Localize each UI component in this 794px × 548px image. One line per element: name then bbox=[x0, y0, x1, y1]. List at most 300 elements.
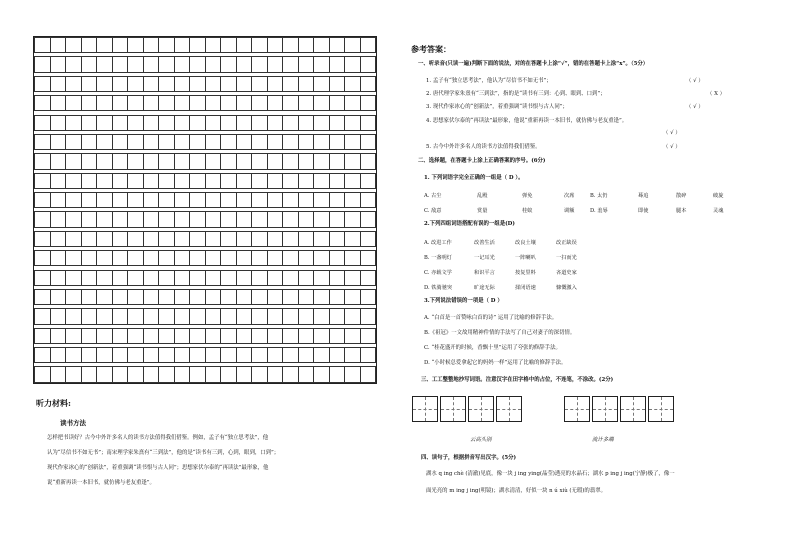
grid-cell[interactable] bbox=[252, 367, 268, 383]
grid-cell[interactable] bbox=[174, 38, 190, 53]
grid-cell[interactable] bbox=[205, 328, 221, 343]
grid-cell[interactable] bbox=[345, 270, 361, 285]
tianzige-box[interactable] bbox=[592, 396, 618, 422]
grid-cell[interactable] bbox=[97, 193, 113, 208]
grid-cell[interactable] bbox=[298, 173, 314, 188]
grid-cell[interactable] bbox=[267, 289, 283, 304]
grid-cell[interactable] bbox=[252, 212, 268, 227]
grid-cell[interactable] bbox=[283, 231, 299, 246]
grid-cell[interactable] bbox=[159, 309, 175, 324]
grid-cell[interactable] bbox=[205, 348, 221, 363]
grid-cell[interactable] bbox=[159, 154, 175, 169]
grid-cell[interactable] bbox=[360, 309, 376, 324]
grid-cell[interactable] bbox=[81, 38, 97, 53]
grid-cell[interactable] bbox=[66, 173, 82, 188]
grid-cell[interactable] bbox=[236, 289, 252, 304]
grid-cell[interactable] bbox=[329, 251, 345, 266]
grid-cell[interactable] bbox=[35, 57, 51, 72]
grid-cell[interactable] bbox=[221, 193, 237, 208]
grid-cell[interactable] bbox=[97, 289, 113, 304]
grid-cell[interactable] bbox=[159, 251, 175, 266]
grid-cell[interactable] bbox=[205, 57, 221, 72]
grid-cell[interactable] bbox=[174, 270, 190, 285]
grid-cell[interactable] bbox=[97, 115, 113, 130]
grid-cell[interactable] bbox=[97, 328, 113, 343]
grid-cell[interactable] bbox=[143, 251, 159, 266]
grid-cell[interactable] bbox=[221, 76, 237, 91]
grid-cell[interactable] bbox=[50, 212, 66, 227]
grid-cell[interactable] bbox=[50, 96, 66, 111]
grid-cell[interactable] bbox=[112, 309, 128, 324]
grid-cell[interactable] bbox=[360, 328, 376, 343]
grid-cell[interactable] bbox=[128, 57, 144, 72]
grid-cell[interactable] bbox=[283, 348, 299, 363]
grid-cell[interactable] bbox=[221, 57, 237, 72]
grid-cell[interactable] bbox=[174, 289, 190, 304]
tianzige-box[interactable] bbox=[440, 396, 466, 422]
grid-cell[interactable] bbox=[236, 231, 252, 246]
grid-cell[interactable] bbox=[267, 367, 283, 383]
grid-cell[interactable] bbox=[35, 348, 51, 363]
grid-cell[interactable] bbox=[190, 154, 206, 169]
grid-cell[interactable] bbox=[190, 115, 206, 130]
grid-cell[interactable] bbox=[252, 115, 268, 130]
grid-cell[interactable] bbox=[97, 154, 113, 169]
grid-cell[interactable] bbox=[221, 251, 237, 266]
grid-cell[interactable] bbox=[252, 76, 268, 91]
grid-cell[interactable] bbox=[283, 76, 299, 91]
grid-cell[interactable] bbox=[283, 173, 299, 188]
grid-cell[interactable] bbox=[97, 38, 113, 53]
grid-cell[interactable] bbox=[190, 231, 206, 246]
grid-cell[interactable] bbox=[252, 173, 268, 188]
grid-cell[interactable] bbox=[159, 328, 175, 343]
grid-cell[interactable] bbox=[128, 154, 144, 169]
grid-cell[interactable] bbox=[190, 134, 206, 149]
grid-cell[interactable] bbox=[252, 154, 268, 169]
grid-cell[interactable] bbox=[50, 154, 66, 169]
grid-cell[interactable] bbox=[35, 154, 51, 169]
grid-cell[interactable] bbox=[159, 193, 175, 208]
grid-cell[interactable] bbox=[329, 134, 345, 149]
grid-cell[interactable] bbox=[314, 115, 330, 130]
grid-cell[interactable] bbox=[205, 289, 221, 304]
grid-cell[interactable] bbox=[159, 76, 175, 91]
grid-cell[interactable] bbox=[252, 251, 268, 266]
grid-cell[interactable] bbox=[314, 251, 330, 266]
grid-cell[interactable] bbox=[143, 115, 159, 130]
grid-cell[interactable] bbox=[267, 328, 283, 343]
grid-cell[interactable] bbox=[298, 289, 314, 304]
grid-cell[interactable] bbox=[360, 38, 376, 53]
grid-cell[interactable] bbox=[283, 193, 299, 208]
grid-cell[interactable] bbox=[50, 134, 66, 149]
grid-cell[interactable] bbox=[252, 57, 268, 72]
grid-cell[interactable] bbox=[50, 115, 66, 130]
grid-cell[interactable] bbox=[190, 57, 206, 72]
grid-cell[interactable] bbox=[267, 115, 283, 130]
grid-cell[interactable] bbox=[252, 309, 268, 324]
grid-cell[interactable] bbox=[66, 270, 82, 285]
grid-cell[interactable] bbox=[66, 154, 82, 169]
grid-cell[interactable] bbox=[128, 348, 144, 363]
grid-cell[interactable] bbox=[143, 96, 159, 111]
grid-cell[interactable] bbox=[283, 367, 299, 383]
grid-cell[interactable] bbox=[159, 57, 175, 72]
grid-cell[interactable] bbox=[112, 251, 128, 266]
grid-cell[interactable] bbox=[128, 193, 144, 208]
grid-cell[interactable] bbox=[283, 96, 299, 111]
grid-cell[interactable] bbox=[345, 212, 361, 227]
grid-cell[interactable] bbox=[267, 309, 283, 324]
grid-cell[interactable] bbox=[345, 289, 361, 304]
grid-cell[interactable] bbox=[190, 38, 206, 53]
grid-cell[interactable] bbox=[360, 173, 376, 188]
writing-grid[interactable] bbox=[33, 36, 377, 384]
grid-cell[interactable] bbox=[190, 76, 206, 91]
grid-cell[interactable] bbox=[252, 289, 268, 304]
grid-cell[interactable] bbox=[252, 348, 268, 363]
grid-cell[interactable] bbox=[283, 57, 299, 72]
grid-cell[interactable] bbox=[329, 154, 345, 169]
grid-cell[interactable] bbox=[329, 348, 345, 363]
grid-cell[interactable] bbox=[221, 231, 237, 246]
grid-cell[interactable] bbox=[50, 38, 66, 53]
grid-cell[interactable] bbox=[190, 193, 206, 208]
grid-cell[interactable] bbox=[329, 231, 345, 246]
grid-cell[interactable] bbox=[174, 251, 190, 266]
grid-cell[interactable] bbox=[236, 212, 252, 227]
grid-cell[interactable] bbox=[360, 96, 376, 111]
grid-cell[interactable] bbox=[81, 115, 97, 130]
grid-cell[interactable] bbox=[128, 173, 144, 188]
grid-cell[interactable] bbox=[66, 212, 82, 227]
grid-cell[interactable] bbox=[205, 38, 221, 53]
grid-cell[interactable] bbox=[112, 96, 128, 111]
tianzige-box[interactable] bbox=[648, 396, 674, 422]
grid-cell[interactable] bbox=[314, 289, 330, 304]
grid-cell[interactable] bbox=[267, 212, 283, 227]
grid-cell[interactable] bbox=[314, 328, 330, 343]
grid-cell[interactable] bbox=[314, 309, 330, 324]
grid-cell[interactable] bbox=[360, 212, 376, 227]
grid-cell[interactable] bbox=[345, 328, 361, 343]
grid-cell[interactable] bbox=[329, 367, 345, 383]
grid-cell[interactable] bbox=[35, 115, 51, 130]
grid-cell[interactable] bbox=[205, 154, 221, 169]
grid-cell[interactable] bbox=[128, 96, 144, 111]
grid-cell[interactable] bbox=[298, 193, 314, 208]
grid-cell[interactable] bbox=[174, 76, 190, 91]
grid-cell[interactable] bbox=[236, 193, 252, 208]
grid-cell[interactable] bbox=[283, 212, 299, 227]
grid-cell[interactable] bbox=[143, 57, 159, 72]
grid-cell[interactable] bbox=[283, 309, 299, 324]
grid-cell[interactable] bbox=[252, 96, 268, 111]
grid-cell[interactable] bbox=[190, 96, 206, 111]
grid-cell[interactable] bbox=[174, 212, 190, 227]
grid-cell[interactable] bbox=[66, 193, 82, 208]
grid-cell[interactable] bbox=[314, 173, 330, 188]
grid-cell[interactable] bbox=[81, 76, 97, 91]
grid-cell[interactable] bbox=[50, 57, 66, 72]
grid-cell[interactable] bbox=[97, 251, 113, 266]
grid-cell[interactable] bbox=[159, 115, 175, 130]
grid-cell[interactable] bbox=[236, 173, 252, 188]
grid-cell[interactable] bbox=[35, 134, 51, 149]
grid-cell[interactable] bbox=[35, 96, 51, 111]
grid-cell[interactable] bbox=[50, 251, 66, 266]
grid-cell[interactable] bbox=[329, 38, 345, 53]
grid-cell[interactable] bbox=[50, 193, 66, 208]
grid-cell[interactable] bbox=[345, 96, 361, 111]
grid-cell[interactable] bbox=[236, 367, 252, 383]
grid-cell[interactable] bbox=[298, 270, 314, 285]
grid-cell[interactable] bbox=[128, 367, 144, 383]
grid-cell[interactable] bbox=[267, 348, 283, 363]
grid-cell[interactable] bbox=[50, 231, 66, 246]
grid-cell[interactable] bbox=[252, 328, 268, 343]
grid-cell[interactable] bbox=[345, 348, 361, 363]
grid-cell[interactable] bbox=[205, 115, 221, 130]
grid-cell[interactable] bbox=[81, 193, 97, 208]
grid-cell[interactable] bbox=[267, 251, 283, 266]
grid-cell[interactable] bbox=[81, 367, 97, 383]
grid-cell[interactable] bbox=[50, 348, 66, 363]
grid-cell[interactable] bbox=[174, 367, 190, 383]
grid-cell[interactable] bbox=[314, 231, 330, 246]
grid-cell[interactable] bbox=[112, 348, 128, 363]
grid-cell[interactable] bbox=[345, 193, 361, 208]
grid-cell[interactable] bbox=[112, 367, 128, 383]
grid-cell[interactable] bbox=[97, 76, 113, 91]
grid-cell[interactable] bbox=[221, 38, 237, 53]
grid-cell[interactable] bbox=[345, 309, 361, 324]
grid-cell[interactable] bbox=[35, 76, 51, 91]
grid-cell[interactable] bbox=[298, 251, 314, 266]
grid-cell[interactable] bbox=[159, 38, 175, 53]
grid-cell[interactable] bbox=[345, 231, 361, 246]
grid-cell[interactable] bbox=[236, 115, 252, 130]
grid-cell[interactable] bbox=[236, 154, 252, 169]
grid-cell[interactable] bbox=[81, 289, 97, 304]
grid-cell[interactable] bbox=[298, 231, 314, 246]
grid-cell[interactable] bbox=[35, 309, 51, 324]
grid-cell[interactable] bbox=[35, 367, 51, 383]
grid-cell[interactable] bbox=[97, 309, 113, 324]
grid-cell[interactable] bbox=[174, 134, 190, 149]
grid-cell[interactable] bbox=[81, 173, 97, 188]
grid-cell[interactable] bbox=[174, 348, 190, 363]
grid-cell[interactable] bbox=[329, 212, 345, 227]
grid-cell[interactable] bbox=[143, 134, 159, 149]
grid-cell[interactable] bbox=[283, 270, 299, 285]
grid-cell[interactable] bbox=[267, 57, 283, 72]
grid-cell[interactable] bbox=[143, 38, 159, 53]
grid-cell[interactable] bbox=[221, 328, 237, 343]
grid-cell[interactable] bbox=[360, 251, 376, 266]
grid-cell[interactable] bbox=[97, 96, 113, 111]
grid-cell[interactable] bbox=[112, 328, 128, 343]
grid-cell[interactable] bbox=[81, 328, 97, 343]
grid-cell[interactable] bbox=[97, 231, 113, 246]
grid-cell[interactable] bbox=[81, 251, 97, 266]
grid-cell[interactable] bbox=[236, 76, 252, 91]
grid-cell[interactable] bbox=[329, 309, 345, 324]
grid-cell[interactable] bbox=[50, 367, 66, 383]
grid-cell[interactable] bbox=[143, 76, 159, 91]
grid-cell[interactable] bbox=[35, 289, 51, 304]
grid-cell[interactable] bbox=[345, 76, 361, 91]
grid-cell[interactable] bbox=[190, 173, 206, 188]
grid-cell[interactable] bbox=[267, 173, 283, 188]
grid-cell[interactable] bbox=[267, 38, 283, 53]
grid-cell[interactable] bbox=[329, 193, 345, 208]
grid-cell[interactable] bbox=[35, 193, 51, 208]
grid-cell[interactable] bbox=[236, 309, 252, 324]
grid-cell[interactable] bbox=[66, 76, 82, 91]
grid-cell[interactable] bbox=[360, 193, 376, 208]
grid-cell[interactable] bbox=[35, 270, 51, 285]
grid-cell[interactable] bbox=[236, 251, 252, 266]
grid-cell[interactable] bbox=[252, 38, 268, 53]
grid-cell[interactable] bbox=[174, 154, 190, 169]
grid-cell[interactable] bbox=[112, 193, 128, 208]
grid-cell[interactable] bbox=[35, 173, 51, 188]
grid-cell[interactable] bbox=[314, 76, 330, 91]
grid-cell[interactable] bbox=[50, 76, 66, 91]
grid-cell[interactable] bbox=[314, 134, 330, 149]
grid-cell[interactable] bbox=[35, 231, 51, 246]
grid-cell[interactable] bbox=[314, 367, 330, 383]
grid-cell[interactable] bbox=[314, 348, 330, 363]
grid-cell[interactable] bbox=[143, 270, 159, 285]
grid-cell[interactable] bbox=[35, 251, 51, 266]
grid-cell[interactable] bbox=[298, 96, 314, 111]
grid-cell[interactable] bbox=[97, 348, 113, 363]
grid-cell[interactable] bbox=[97, 270, 113, 285]
grid-cell[interactable] bbox=[81, 57, 97, 72]
grid-cell[interactable] bbox=[221, 367, 237, 383]
grid-cell[interactable] bbox=[66, 309, 82, 324]
grid-cell[interactable] bbox=[267, 76, 283, 91]
grid-cell[interactable] bbox=[298, 38, 314, 53]
grid-cell[interactable] bbox=[174, 309, 190, 324]
grid-cell[interactable] bbox=[97, 173, 113, 188]
grid-cell[interactable] bbox=[190, 367, 206, 383]
grid-cell[interactable] bbox=[81, 134, 97, 149]
grid-cell[interactable] bbox=[128, 270, 144, 285]
grid-cell[interactable] bbox=[345, 38, 361, 53]
grid-cell[interactable] bbox=[345, 115, 361, 130]
grid-cell[interactable] bbox=[236, 57, 252, 72]
grid-cell[interactable] bbox=[97, 57, 113, 72]
grid-cell[interactable] bbox=[205, 251, 221, 266]
grid-cell[interactable] bbox=[205, 173, 221, 188]
grid-cell[interactable] bbox=[221, 348, 237, 363]
grid-cell[interactable] bbox=[112, 231, 128, 246]
grid-cell[interactable] bbox=[97, 134, 113, 149]
grid-cell[interactable] bbox=[128, 309, 144, 324]
grid-cell[interactable] bbox=[143, 348, 159, 363]
grid-cell[interactable] bbox=[360, 76, 376, 91]
grid-cell[interactable] bbox=[143, 289, 159, 304]
grid-cell[interactable] bbox=[205, 96, 221, 111]
grid-cell[interactable] bbox=[252, 270, 268, 285]
grid-cell[interactable] bbox=[283, 38, 299, 53]
grid-cell[interactable] bbox=[112, 115, 128, 130]
grid-cell[interactable] bbox=[236, 328, 252, 343]
grid-cell[interactable] bbox=[329, 173, 345, 188]
grid-cell[interactable] bbox=[190, 251, 206, 266]
grid-cell[interactable] bbox=[360, 57, 376, 72]
grid-cell[interactable] bbox=[221, 309, 237, 324]
grid-cell[interactable] bbox=[221, 289, 237, 304]
grid-cell[interactable] bbox=[345, 154, 361, 169]
grid-cell[interactable] bbox=[329, 270, 345, 285]
grid-cell[interactable] bbox=[345, 134, 361, 149]
grid-cell[interactable] bbox=[143, 173, 159, 188]
grid-cell[interactable] bbox=[174, 173, 190, 188]
grid-cell[interactable] bbox=[128, 76, 144, 91]
grid-cell[interactable] bbox=[314, 96, 330, 111]
grid-cell[interactable] bbox=[112, 289, 128, 304]
grid-cell[interactable] bbox=[314, 270, 330, 285]
tianzige-box[interactable] bbox=[412, 396, 438, 422]
grid-cell[interactable] bbox=[66, 251, 82, 266]
grid-cell[interactable] bbox=[159, 348, 175, 363]
grid-cell[interactable] bbox=[66, 367, 82, 383]
grid-cell[interactable] bbox=[81, 309, 97, 324]
grid-cell[interactable] bbox=[190, 212, 206, 227]
grid-cell[interactable] bbox=[128, 38, 144, 53]
grid-cell[interactable] bbox=[236, 96, 252, 111]
grid-cell[interactable] bbox=[66, 57, 82, 72]
grid-cell[interactable] bbox=[159, 134, 175, 149]
grid-cell[interactable] bbox=[345, 173, 361, 188]
tianzige-box[interactable] bbox=[620, 396, 646, 422]
grid-cell[interactable] bbox=[360, 270, 376, 285]
grid-cell[interactable] bbox=[298, 328, 314, 343]
grid-cell[interactable] bbox=[159, 173, 175, 188]
grid-cell[interactable] bbox=[97, 367, 113, 383]
grid-cell[interactable] bbox=[236, 134, 252, 149]
grid-cell[interactable] bbox=[205, 76, 221, 91]
grid-cell[interactable] bbox=[143, 231, 159, 246]
grid-cell[interactable] bbox=[128, 231, 144, 246]
grid-cell[interactable] bbox=[221, 134, 237, 149]
grid-cell[interactable] bbox=[128, 251, 144, 266]
grid-cell[interactable] bbox=[66, 348, 82, 363]
grid-cell[interactable] bbox=[112, 173, 128, 188]
grid-cell[interactable] bbox=[314, 212, 330, 227]
grid-cell[interactable] bbox=[112, 57, 128, 72]
grid-cell[interactable] bbox=[66, 289, 82, 304]
grid-cell[interactable] bbox=[159, 270, 175, 285]
grid-cell[interactable] bbox=[298, 309, 314, 324]
grid-cell[interactable] bbox=[360, 154, 376, 169]
grid-cell[interactable] bbox=[329, 289, 345, 304]
grid-cell[interactable] bbox=[50, 309, 66, 324]
grid-cell[interactable] bbox=[345, 367, 361, 383]
grid-cell[interactable] bbox=[128, 212, 144, 227]
grid-cell[interactable] bbox=[205, 212, 221, 227]
grid-cell[interactable] bbox=[66, 96, 82, 111]
grid-cell[interactable] bbox=[267, 134, 283, 149]
grid-cell[interactable] bbox=[267, 154, 283, 169]
grid-cell[interactable] bbox=[267, 231, 283, 246]
grid-cell[interactable] bbox=[128, 115, 144, 130]
